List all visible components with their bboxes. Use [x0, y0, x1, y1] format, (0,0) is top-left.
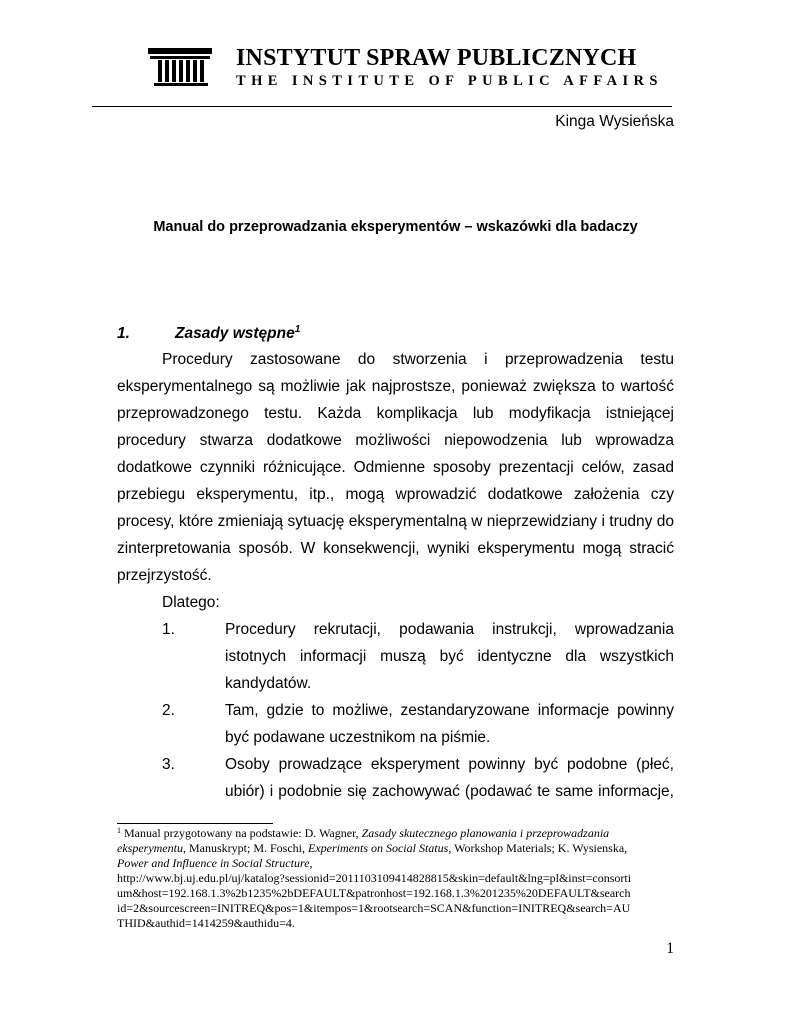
footnote-line	[117, 856, 675, 870]
list-item-line: ubiór) i podobnie się zachowywać (podawać te same informacje,	[225, 783, 674, 800]
list-intro: Dlatego:	[162, 594, 220, 611]
paragraph-line: eksperymentalnego są możliwie jak najprostsze, ponieważ zwiększa to wartość	[117, 378, 674, 395]
list-item-line: istotnych informacji muszą być identyczne dla wszystkich	[225, 648, 674, 665]
list-item-number: 2.	[162, 702, 175, 719]
institute-name-english: THE INSTITUTE OF PUBLIC AFFAIRS	[236, 73, 663, 89]
institute-name-polish: INSTYTUT SPRAW PUBLICZNYCH	[236, 45, 637, 71]
page-number: 1	[666, 940, 674, 957]
paragraph-line: procesy, które zmieniają sytuację eksperymentalną w nieprzewidziany i trudny do	[117, 513, 674, 530]
footnote-divider	[117, 823, 273, 824]
author-name: Kinga Wysieńska	[555, 113, 674, 130]
paragraph-line: zinterpretowania sposób. W konsekwencji, wyniki eksperymentu mogą stracić	[117, 540, 674, 557]
list-item-number: 1.	[162, 621, 175, 638]
header-divider	[92, 106, 672, 107]
footnote-text: ,	[309, 856, 313, 870]
footnote-text: Manual przygotowany na podstawie: D. Wagner,	[124, 826, 362, 840]
footnote-text: , Workshop Materials; K. Wysienska,	[448, 841, 628, 855]
section-number: 1.	[117, 325, 130, 342]
footnote-url-line[interactable]: um&host=192.168.1.3%2b1235%2bDEFAULT&patronhost=192.168.1.3%201235%20DEFAULT&search	[117, 886, 631, 900]
section-heading	[117, 325, 300, 343]
paragraph-line: dodatkowe czynniki różnicujące. Odmienne sposoby prezentacji celów, zasad	[117, 459, 674, 476]
footnote-reference: 1	[294, 324, 301, 335]
footnote-line	[117, 826, 675, 842]
institute-logo	[148, 48, 212, 88]
footnote-url-line[interactable]: http://www.bj.uj.edu.pl/uj/katalog?sessionid=2011103109414828815&skin=default&lng=pl&inst=consorti	[117, 871, 632, 885]
footnote-italic: Power and Influence in Social Structure	[117, 856, 310, 870]
footnote-italic: Zasady skutecznego planowania i przeprowadzania	[361, 826, 610, 840]
paragraph-line: przebiegu eksperymentu, itp., mogą wprowadzić dodatkowe założenia czy	[117, 486, 674, 503]
paragraph-line: przejrzystość.	[117, 567, 212, 584]
footnote-text: , Manuskrypt; M. Foschi,	[182, 841, 308, 855]
footnote-marker: 1	[117, 826, 121, 835]
list-item-number: 3.	[162, 756, 175, 773]
footnote-italic: eksperymentu	[117, 841, 183, 855]
footnote-url-line[interactable]: id=2&sourcescreen=INITREQ&pos=1&itempos=1&rootsearch=SCAN&function=INITREQ&search=AU	[117, 901, 631, 915]
document-title: Manual do przeprowadzania eksperymentów – wskazówki dla badaczy	[153, 219, 638, 235]
list-item-line: Procedury rekrutacji, podawania instrukcji, wprowadzania	[225, 621, 674, 638]
paragraph-line: przeprowadzonego testu. Każda komplikacja lub modyfikacja istniejącej	[117, 405, 674, 422]
list-item-line: kandydatów.	[225, 675, 312, 692]
paragraph-line: procedury stwarza dodatkowe możliwości niepowodzenia lub wprowadza	[117, 432, 674, 449]
footnote-italic: Experiments on Social Status	[308, 841, 449, 855]
list-item-line: być podawane uczestnikom na piśmie.	[225, 729, 491, 746]
section-title: Zasady wstępne	[175, 325, 295, 342]
paragraph-line: Procedury zastosowane do stworzenia i przeprowadzenia testu	[162, 351, 674, 368]
footnote-url-line[interactable]: THID&authid=1414259&authidu=4.	[117, 916, 295, 930]
list-item-line: Tam, gdzie to możliwe, zestandaryzowane informacje powinny	[225, 702, 674, 719]
footnote-line	[117, 841, 675, 855]
list-item-line: Osoby prowadzące eksperyment powinny być podobne (płeć,	[225, 756, 674, 773]
